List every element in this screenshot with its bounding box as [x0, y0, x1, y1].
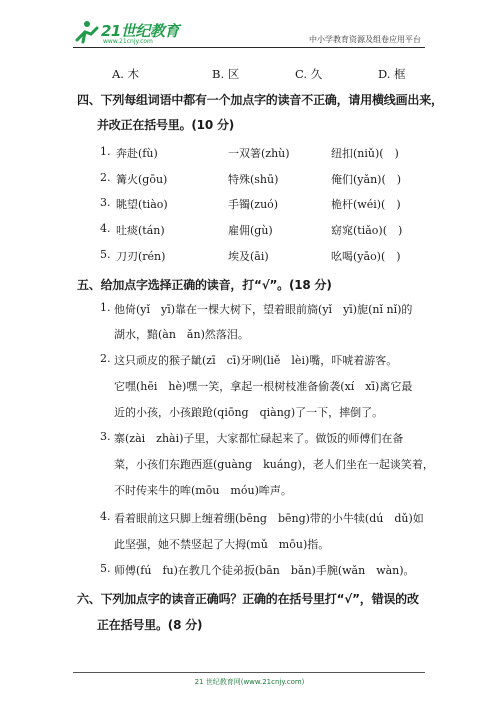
item-text-line: 此坚强，她不禁竖起了大拇(mǔ mōu)指。	[114, 538, 330, 551]
word-c: 纽扣(niǔ)( )	[331, 147, 399, 160]
section6-title-line2: 正在括号里。(8 分)	[97, 618, 203, 632]
word-b: 特殊(shū)	[228, 173, 279, 186]
word-c: 俺们(yǎn)( )	[331, 173, 402, 186]
word-c: 窈窕(tiǎo)( )	[331, 224, 403, 237]
item-text-line: 菜，小孩们东跑西逛(guàng kuáng)，老人们坐在一起谈笑着，	[114, 458, 434, 471]
item-number: 5.	[100, 562, 111, 575]
logo	[73, 18, 183, 48]
runner-logo-icon	[73, 20, 101, 44]
word-a: 奔赴(fù)	[116, 147, 158, 160]
item-text-line: 看着眼前这只脚上缠着绷(bēng bēng)带的小牛犊(dú dǔ)如	[114, 512, 424, 525]
word-a: 吐痰(tán)	[116, 224, 165, 237]
word-c: 吆喝(yāo)( )	[331, 250, 401, 263]
row-number: 5.	[100, 248, 111, 261]
logo-url: www.21cnjy.com	[103, 38, 153, 45]
page-header	[0, 0, 499, 50]
word-a: 眺望(tiào)	[116, 198, 168, 211]
word-b: 雇佣(gù)	[228, 224, 273, 237]
row-number: 1.	[100, 145, 111, 158]
row-number: 4.	[100, 222, 111, 235]
section6-title-line1: 六、下列加点字的读音正确吗？正确的在括号里打“√”，错误的改	[77, 592, 419, 606]
logo-text: 21世纪教育	[101, 22, 179, 40]
header-platform-text: 中小学教育资源及组卷应用平台	[309, 35, 421, 44]
word-c: 桅杆(wéi)( )	[331, 198, 401, 211]
section4-title-line1: 四、下列每组词语中都有一个加点字的读音不正确，请用横线画出来，	[77, 93, 443, 107]
word-a: 刀刃(rén)	[116, 250, 166, 263]
option-c: C. 久	[295, 67, 323, 81]
section4-title-line2: 并改正在括号里。(10 分)	[97, 118, 235, 132]
footer-text: 21 世纪教育网(www.21cnjy.com)	[194, 678, 305, 686]
option-b: B. 区	[212, 67, 240, 81]
item-text-line: 不时传来牛的哞(mōu móu)哞声。	[114, 484, 292, 497]
item-number: 1.	[100, 301, 111, 314]
section5-title: 五、给加点字选择正确的读音，打“√”。(18 分)	[77, 278, 332, 292]
item-number: 4.	[100, 510, 111, 523]
item-text-line: 近的小孩，小孩踉跄(qiōng qiàng)了一下，摔倒了。	[114, 406, 384, 419]
option-a: A. 木	[112, 67, 140, 81]
item-text-line: 这只顽皮的猴子龇(zī cī)牙咧(liě lèi)嘴，吓唬着游客。	[114, 354, 398, 367]
item-text-line: 寨(zài zhài)子里，大家都忙碌起来了。做饭的师傅们在备	[114, 432, 404, 445]
word-b: 手镯(zuó)	[228, 198, 279, 211]
item-number: 2.	[100, 352, 111, 365]
word-b: 埃及(āi)	[228, 250, 269, 263]
item-text-line: 湖水，黯(àn ǎn)然落泪。	[114, 328, 249, 341]
option-d: D. 框	[378, 67, 406, 81]
row-number: 3.	[100, 196, 111, 209]
item-text-line: 师傅(fú fu)在教几个徒弟扳(bān bǎn)手腕(wǎn wàn)。	[114, 564, 415, 577]
item-text-line: 他倚(yǐ yī)靠在一棵大树下，望着眼前旖(yǐ yī)旎(nǐ nǐ)的	[114, 303, 413, 316]
header-divider	[73, 47, 425, 48]
footer-divider	[73, 672, 425, 673]
item-number: 3.	[100, 430, 111, 443]
row-number: 2.	[100, 171, 111, 184]
word-b: 一双箸(zhù)	[228, 147, 290, 160]
word-a: 篝火(gōu)	[116, 173, 168, 186]
item-text-line: 它嘿(hēi hè)嘿一笑，拿起一根树枝准备偷袭(xí xī)离它最	[114, 380, 413, 393]
